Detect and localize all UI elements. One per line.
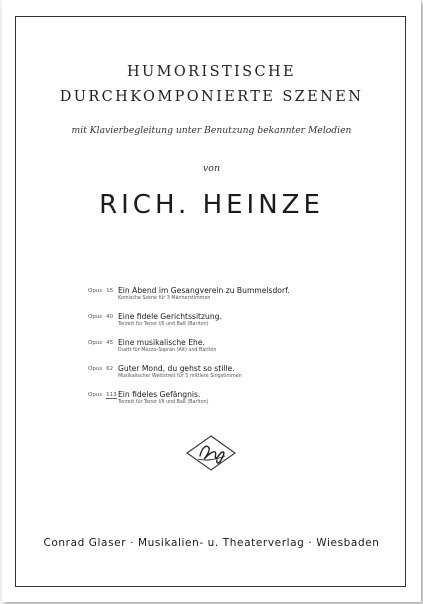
- works-list: [88, 286, 388, 416]
- work-description: Komische Szene für 3 Männerstimmen: [118, 296, 211, 301]
- opus-label: Opus 45: [88, 340, 114, 346]
- work-item: [88, 286, 388, 312]
- title-line-2: DURCHKOMPONIERTE SZENEN: [59, 89, 364, 105]
- publisher-logo-icon: [183, 433, 239, 473]
- opus-label: Opus 62: [88, 366, 114, 372]
- subtitle: mit Klavierbegleitung unter Benutzung bekannter Melodien: [71, 125, 352, 136]
- work-item: [88, 338, 388, 364]
- opus-label: Opus 40: [88, 314, 114, 320]
- work-title: Ein Abend im Gesangverein zu Bummelsdorf.: [118, 286, 290, 295]
- opus-label: Opus 15: [88, 288, 114, 294]
- work-title: Guter Mond, du gehst so stille.: [118, 364, 235, 373]
- opus-label: Opus 113: [88, 392, 117, 398]
- work-title: Ein fideles Gefängnis.: [118, 390, 201, 399]
- title-line-1: HUMORISTISCHE: [126, 64, 297, 80]
- work-description: Terzett für Tenor I/II und Baß (Bariton): [118, 322, 209, 327]
- work-item: [88, 312, 388, 338]
- work-description: Duett für Mezzo-Sopran (Alt) und Bariton: [118, 348, 217, 353]
- work-title: Eine musikalische Ehe.: [118, 338, 205, 347]
- work-item: [88, 364, 388, 390]
- by-label: von: [202, 163, 221, 174]
- work-description: Terzett für Tenor I/II und Baß (Bariton): [118, 400, 209, 405]
- publisher-line: Conrad Glaser · Musikalien- u. Theaterverlag · Wiesbaden: [43, 537, 380, 549]
- composer-name: RICH. HEINZE: [99, 190, 324, 220]
- work-item: [88, 390, 388, 416]
- work-title: Eine fidele Gerichtssitzung.: [118, 312, 222, 321]
- work-description: Musikalischer Wettstreit für 3 mittlere Singstimmen: [118, 374, 242, 379]
